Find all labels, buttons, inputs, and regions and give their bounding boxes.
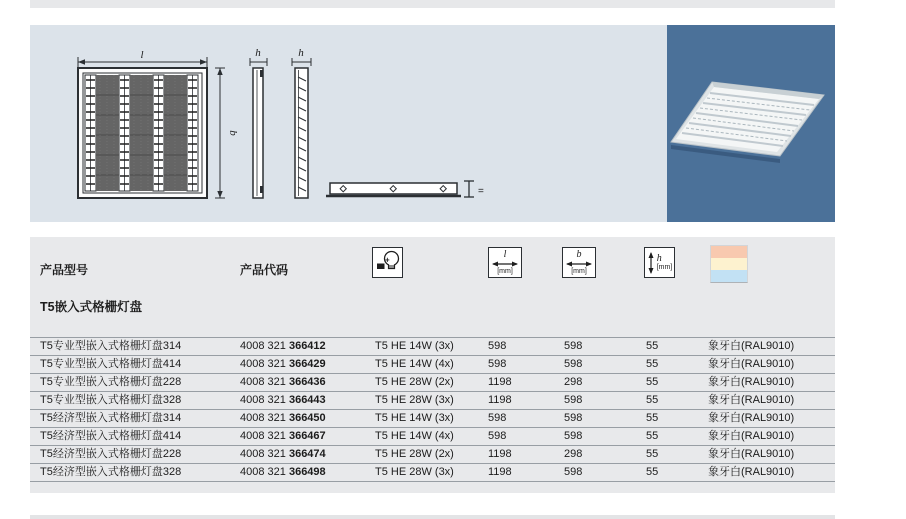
length-value: 598 — [488, 412, 507, 424]
product-model: T5专业型嵌入式格栅灯盘328 — [40, 394, 182, 406]
dim-line-h-right — [292, 58, 311, 66]
table-row — [30, 338, 835, 356]
housing-color: 象牙白(RAL9010) — [708, 466, 795, 478]
length-value: 598 — [488, 340, 507, 352]
swatch-neutral-band — [711, 258, 747, 270]
lamp-type: T5 HE 14W (4x) — [375, 430, 454, 442]
horizontal-arrow-icon — [491, 260, 519, 268]
product-code — [240, 428, 375, 445]
reflector-panels — [96, 75, 187, 191]
lamp-type: T5 HE 28W (2x) — [375, 448, 454, 460]
table-row — [30, 374, 835, 392]
product-model: T5专业型嵌入式格栅灯盘228 — [40, 376, 182, 388]
product-model: T5经济型嵌入式格栅灯盘414 — [40, 430, 182, 442]
dim-label-h-left: h — [255, 47, 261, 59]
dim-label-h-right: h — [298, 47, 304, 59]
column-header-code: 产品代码 — [240, 263, 289, 277]
height-value: 55 — [646, 340, 659, 352]
table-row — [30, 410, 835, 428]
dim-l-unit: [mm] — [497, 267, 513, 275]
lamp-column-header — [372, 247, 403, 278]
code-number: 366443 — [288, 394, 326, 406]
product-model: T5专业型嵌入式格栅灯盘314 — [40, 340, 182, 352]
profile-view — [326, 181, 484, 197]
height-value: 55 — [646, 358, 659, 370]
housing-color: 象牙白(RAL9010) — [708, 358, 795, 370]
width-value: 298 — [564, 376, 583, 388]
housing-color: 象牙白(RAL9010) — [708, 412, 795, 424]
height-value: 55 — [646, 394, 659, 406]
table-row — [30, 428, 835, 446]
swatch-warm-band — [711, 246, 747, 258]
height-column-header — [644, 247, 675, 278]
side-view-plain — [253, 68, 263, 198]
table-rows — [30, 337, 835, 482]
plus-glyph: + — [385, 255, 390, 265]
luminaire-photo-illustration — [667, 25, 835, 222]
color-temperature-swatch-icon — [710, 245, 748, 283]
housing-color: 象牙白(RAL9010) — [708, 394, 795, 406]
height-value: 55 — [646, 430, 659, 442]
width-value: 598 — [564, 340, 583, 352]
width-value: 598 — [564, 394, 583, 406]
length-value: 598 — [488, 358, 507, 370]
width-value: 298 — [564, 448, 583, 460]
top-divider-bar — [30, 0, 835, 8]
length-value: 598 — [488, 430, 507, 442]
lamp-type: T5 HE 28W (2x) — [375, 376, 454, 388]
length-value: 1198 — [488, 376, 512, 388]
product-model: T5经济型嵌入式格栅灯盘228 — [40, 448, 182, 460]
code-prefix: 4008 321 — [240, 358, 286, 370]
side-view-louvre — [295, 68, 308, 198]
width-column-header — [562, 247, 596, 278]
dim-l-letter: l — [503, 248, 507, 260]
lamp-type: T5 HE 14W (4x) — [375, 358, 454, 370]
table-row — [30, 392, 835, 410]
product-model: T5经济型嵌入式格栅灯盘328 — [40, 466, 182, 478]
code-number: 366467 — [288, 430, 326, 442]
product-code — [240, 392, 375, 409]
dim-line-b — [215, 68, 225, 198]
code-prefix: 4008 321 — [240, 340, 286, 352]
housing-color: 象牙白(RAL9010) — [708, 448, 795, 460]
width-value: 598 — [564, 412, 583, 424]
product-model: T5专业型嵌入式格栅灯盘414 — [40, 358, 182, 370]
vertical-arrow-icon — [647, 251, 655, 275]
code-number: 366429 — [288, 358, 326, 370]
lamp-type: T5 HE 28W (3x) — [375, 394, 454, 406]
height-value: 55 — [646, 466, 659, 478]
code-prefix: 4008 321 — [240, 376, 286, 388]
code-prefix: 4008 321 — [240, 466, 286, 478]
length-column-header — [488, 247, 522, 278]
height-value: 55 — [646, 412, 659, 424]
width-value: 598 — [564, 358, 583, 370]
length-value: 1198 — [488, 394, 512, 406]
dim-b-unit: [mm] — [571, 267, 587, 275]
length-value: 1198 — [488, 448, 512, 460]
section-title: T5嵌入式格栅灯盘 — [40, 300, 143, 314]
product-code — [240, 410, 375, 427]
dim-h-unit: [mm] — [656, 263, 673, 271]
code-prefix: 4008 321 — [240, 394, 286, 406]
code-number: 366474 — [288, 448, 326, 460]
dim-line-h-left — [250, 58, 267, 66]
dim-h-letter: h — [656, 252, 662, 264]
lamp-type: T5 HE 14W (3x) — [375, 412, 454, 424]
bottom-divider-bar — [30, 515, 835, 519]
height-marker-icon — [464, 181, 474, 197]
code-number: 366436 — [288, 376, 326, 388]
dim-b-letter: b — [576, 248, 582, 260]
swatch-cool-band — [711, 270, 747, 282]
product-code — [240, 356, 375, 373]
length-value: 1198 — [488, 466, 512, 478]
lamp-type: T5 HE 28W (3x) — [375, 466, 454, 478]
lamp-type: T5 HE 14W (3x) — [375, 340, 454, 352]
product-model: T5经济型嵌入式格栅灯盘314 — [40, 412, 182, 424]
table-row — [30, 464, 835, 482]
code-prefix: 4008 321 — [240, 430, 286, 442]
product-code — [240, 374, 375, 391]
dim-label-l: l — [140, 49, 144, 61]
table-row — [30, 446, 835, 464]
spec-table-panel — [30, 237, 835, 493]
housing-color: 象牙白(RAL9010) — [708, 430, 795, 442]
code-number: 366450 — [288, 412, 326, 424]
housing-color: 象牙白(RAL9010) — [708, 376, 795, 388]
dimension-drawing — [30, 25, 667, 222]
housing-color: 象牙白(RAL9010) — [708, 340, 795, 352]
product-code — [240, 464, 375, 481]
horizontal-arrow-icon — [565, 260, 593, 268]
height-value: 55 — [646, 376, 659, 388]
product-code — [240, 338, 375, 355]
product-photo — [667, 25, 835, 222]
width-value: 598 — [564, 430, 583, 442]
front-view — [78, 68, 207, 198]
dim-label-b: b — [227, 130, 239, 136]
technical-drawing-panel — [30, 25, 667, 222]
code-number: 366412 — [288, 340, 326, 352]
height-value: 55 — [646, 448, 659, 460]
lamp-icon — [374, 249, 401, 276]
code-prefix: 4008 321 — [240, 412, 286, 424]
code-prefix: 4008 321 — [240, 448, 286, 460]
product-code — [240, 446, 375, 463]
code-number: 366498 — [288, 466, 326, 478]
profile-equals-label: = — [478, 186, 484, 197]
table-row — [30, 356, 835, 374]
column-header-model: 产品型号 — [40, 263, 89, 277]
width-value: 598 — [564, 466, 583, 478]
